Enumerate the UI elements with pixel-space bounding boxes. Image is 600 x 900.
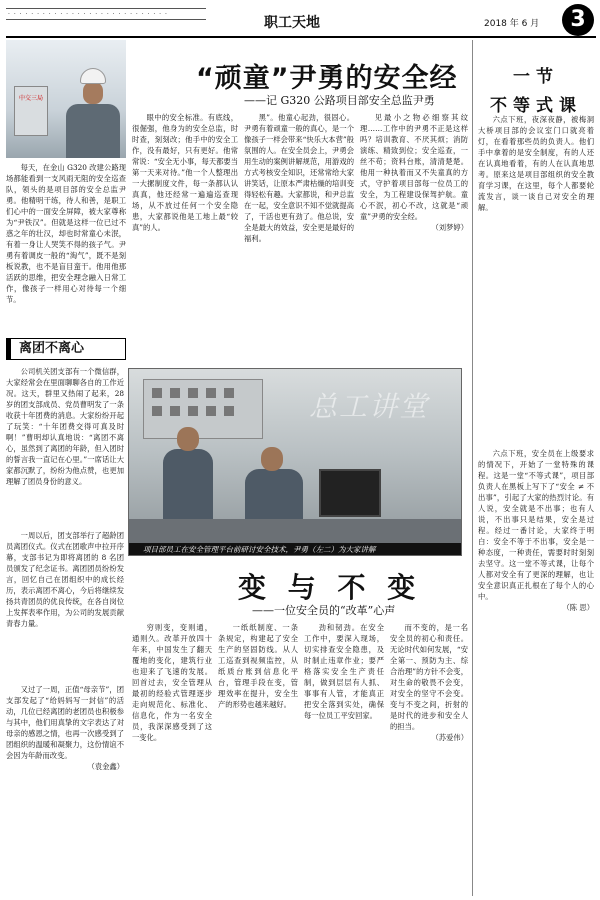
article3-col4: 而不变的，是一名安全员的初心和责任。无论时代如何发展，“安全第一、预防为主、综合治理”的方针不会变，对生命的敬畏不会变，对安全的坚守不会变。变与不变之间，折射的是时代的进步和安全人的担当。 （苏爱伟） [390, 623, 468, 742]
sidebar-title [478, 62, 594, 116]
article3-subtitle: ——一位安全员的“改革”心声 [252, 604, 396, 617]
sidebar-title-line1: 一节 [513, 67, 559, 87]
article3-title: 变 与 不 变 [238, 571, 422, 604]
article3-col2: 一纸纸制度、一条条规定，构建起了安全生产的坚固防线。从人工巡查到视频监控，从纸质台账到信息化平台，管理手段在变，管理效率在提升，安全生产的形势也越来越好。 [218, 623, 298, 709]
article1-title: “顽童”尹勇的安全经 [196, 63, 458, 94]
article3-signature: （苏爱伟） [431, 733, 468, 742]
monitor-icon [319, 469, 381, 517]
article1-signature: （刘梦婷） [431, 223, 468, 232]
page-number-badge: 3 [562, 4, 594, 36]
helmet-icon [80, 68, 106, 84]
photo-sign: 中交三局 [14, 86, 48, 136]
photo-wall-text: 总工讲堂 [309, 390, 430, 423]
photo-caption: 项目部员工在安全管理平台前研讨安全技术，尹勇（左二）为大家讲解 [143, 545, 376, 554]
header-ornament: · · · · · · · · · · · · · · · · · · · · · · · · · · · · [6, 8, 206, 20]
article2-col3: 又过了一周，正值“母亲节”，团支部发起了“给妈妈写一封信”的活动，几位已经离团的老团员也积极参与其中，他们用真挚的文字表达了对母亲的感恩之情，也再一次感受到了团组织的温暖和凝聚力，这份情谊不会因为年龄而改变。 （袁金鑫） [6, 685, 124, 771]
article1-col1: 每天，在金山 G320 改建公路现场都能看到一支风雨无阻的安全巡查队，领头的是项目部的安全总监尹勇。他精明干练，待人和善，是职工们心中的一面安全屏障，被大家尊称为“尹铁汉”。但就是这样一位已过不惑之年的壮汉，却也时常童心未泯，有着一身让人哭笑不得的孩子气。尹勇有着调皮一般的“淘气”，既不是刻板说教，也不是盲目蛮干。他用他那活跃的思维，把安全理念融入日常工作，像孩子一样用心对待每一个细节。 [6, 163, 126, 304]
page-header [6, 4, 596, 38]
sidebar-signature: （陈 思） [562, 603, 594, 612]
portrait-photo [6, 40, 126, 158]
issue-date: 2018 年 6 月 [484, 19, 540, 29]
sidebar-text2: 六点下班，安全员在上级要求的情况下，开始了一堂特殊的课程。这是一堂“不等式课”，项目部负责人在黑板上写下了“安全 ≠ 不出事”，引起了大家的热烈讨论。有人说，安全就是不出事；也有人说，不出事只是结果，安全是过程。经过一番讨论，大家终于明白：安全不等于不出事，安全是一种态度，一种责任，需要时时刻刻去坚守。这一堂不等式课，让每个人都对安全有了更深的理解，也让安全意识真正扎根在了每个人的心中。 （陈 思） [478, 449, 594, 612]
article1-subtitle: ——记 G320 公路项目部安全总监尹勇 [244, 94, 435, 107]
article2-title: 离团不离心 [6, 338, 126, 360]
article3-col1: 穷则变，变则通，通则久。改革开放四十年来，中国发生了翻天覆地的变化，建筑行业也迎来了飞速的发展。回首过去，安全管理从最初的经验式管理逐步走向规范化、标准化、信息化，作为一名安全员，我深深感受到了这一变化。 [132, 623, 212, 742]
section-name: 职工天地 [264, 15, 320, 31]
article2-signature: （袁金鑫） [87, 762, 124, 771]
sidebar-text: 六点下班，夜深夜静，被梅洞大桥项目部的会议室门口就亮着灯，在看着那些员的负责人。他们手中拿着的是安全制度，有的人还在认真地看着，有的人在认真地思考。原来这是项目部组织的安全教育学习课，在这里，每个人都要轮流发言，谈一谈自己对安全的理解。 [478, 115, 594, 212]
article1-col2: 眼中的安全标准。有底线，很倔强，他身为的安全总监，时时查，刻刻改；他手中的安全工作，没有最好，只有更好。他常常说：“安全无小事，每天都要当第一天来对待。”他一个人整理出一大摞制度文件，每一条都认认真真，他还经常一遍遍巡查现场，从不放过任何一个安全隐患，大家都说他是工地上最“较真”的人。 [132, 113, 238, 232]
article2-col1: 公司机关团支部有一个微信群，大家经常会在里面聊聊各自的工作近况。这天，群里又热闹了起来，28 岁的团支部成员、党员曹明发了一条收获十年团费的消息。大家纷纷开起了玩笑：“十年团费交得可真及时啊！”曹明却认真地说：“离团不离心，虽然到了离团的年龄，但入团时的誓言我一直记在心里。”一席话让大家都沉默了，纷纷为他点赞，也更加理解了团员身份的意义。 [6, 367, 124, 486]
office-photo [128, 368, 462, 556]
portrait-person [64, 68, 120, 158]
sidebar-title-line2: 不等式课 [490, 96, 582, 116]
article1-col4: 见最小之物必细察其纹理……工作中的尹勇不正是这样吗？培训教育、不厌其烦；消防演练、精致到位；安全巡查，一丝不苟；资料台账，清清楚楚。他用一种执着而又不失童真的方式，守护着项目部每一位员工的安全，为工程建设保驾护航。童心不泯，初心不改，这就是“顽童”尹勇的安全经。 （刘梦婷） [360, 113, 468, 232]
article1-col3: 黑”。他童心起劲，很固心。尹勇有着顽童一般的真心，是一个像孩子一样会带来“快乐大本营”般氛围的人。在安全员会上，尹勇会用生动的案例讲解规范，用游戏的方式考核安全知识，还常常给大家讲笑话，让原本严肃枯燥的培训变得轻松有趣。大家都说，和尹总监在一起，安全意识不知不觉就提高了，干活也更有劲了。他总说，安全是最大的效益，安全更是最好的福利。 [244, 113, 354, 243]
article2-col2: 一周以后，团支部举行了超龄团员离团仪式。仪式在团歌声中拉开序幕，支部书记为即将离团的 8 名团员颁发了纪念证书。离团团员纷纷发言，回忆自己在团组织中的成长经历，表示离团不离心，今后将继续发扬共青团员的优良传统，在各自岗位上发挥表率作用，为公司的发展贡献青春力量。 [6, 531, 124, 628]
sidebar-divider [472, 40, 473, 896]
article3-col3: 劲和韧劲。在安全工作中，要深入现场，切实排查安全隐患，及时制止违章作业；要严格落实安全生产责任制，做到层层有人抓、事事有人管，才能真正把安全落到实处，确保每一位员工平安回家。 [304, 623, 384, 720]
